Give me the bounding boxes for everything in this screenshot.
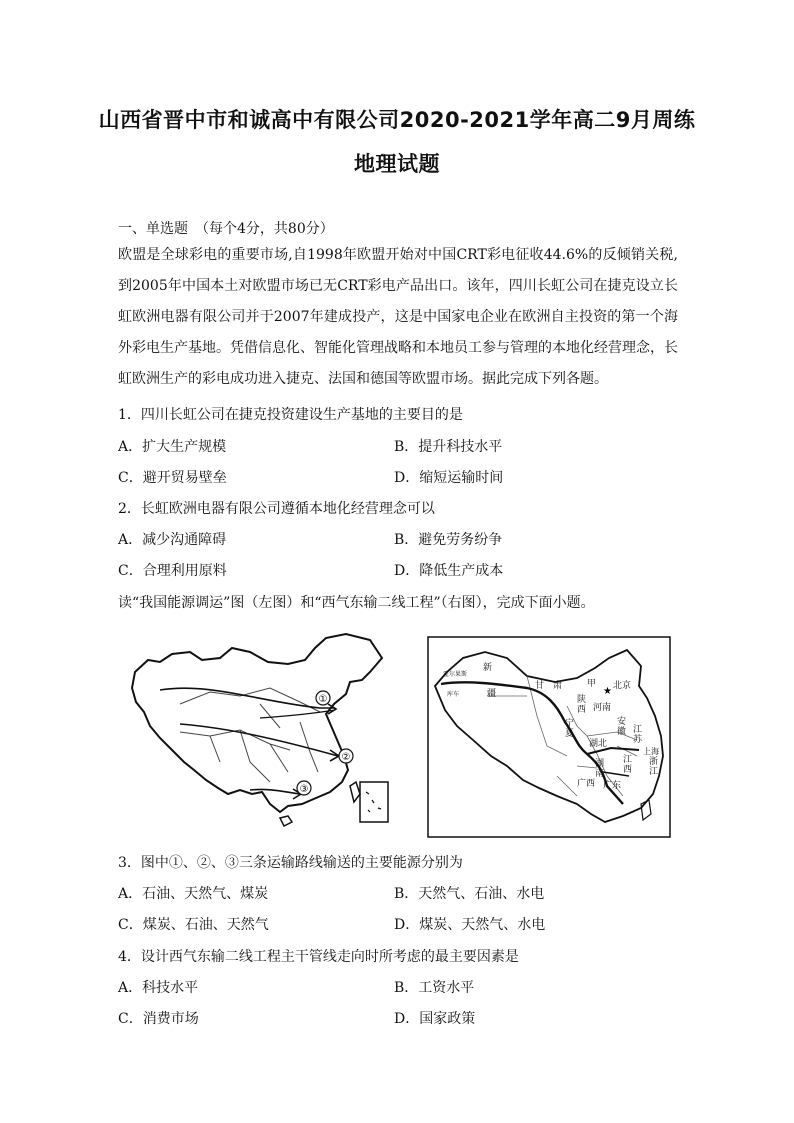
- label-jiangsu-2: 苏: [633, 735, 643, 745]
- question-4-stem: 4．设计西气东输二线工程主干管线走向时所考虑的最主要因素是: [118, 949, 519, 965]
- label-guangxi: 广西: [577, 779, 596, 789]
- south-sea-islands: [366, 792, 381, 812]
- route-1-line: [160, 688, 335, 708]
- question-1-option-d[interactable]: D．缩短运输时间: [394, 470, 504, 486]
- route-2-line: [180, 724, 338, 756]
- question-4-option-c[interactable]: C．消费市场: [118, 1011, 199, 1027]
- question-2-option-a[interactable]: A．减少沟通障碍: [118, 532, 227, 548]
- beijing-star-icon: ★: [603, 686, 612, 697]
- label-shaanxi: 陕: [577, 695, 587, 705]
- label-hunan-2: 南: [595, 769, 605, 779]
- exam-title-line2: 地理试题: [354, 152, 440, 176]
- label-zhejiang: 浙: [649, 757, 659, 767]
- west-east-gas-pipeline-map: [427, 636, 671, 838]
- label-jiangsu: 江: [633, 725, 643, 735]
- question-1-option-a[interactable]: A．扩大生产规模: [118, 439, 227, 455]
- label-huoerguosi: 霍尔果斯: [443, 671, 468, 678]
- label-jiangxi: 江: [623, 755, 633, 765]
- question-4-option-b[interactable]: B．工资水平: [394, 980, 475, 996]
- label-ningxia: 宁: [565, 719, 575, 729]
- hainan-island: [280, 816, 292, 826]
- question-1-option-c[interactable]: C．避开贸易壁垒: [118, 470, 227, 486]
- question-4-option-a[interactable]: A．科技水平: [118, 980, 199, 996]
- question-3-option-b[interactable]: B．天然气、石油、水电: [394, 886, 545, 902]
- label-shaanxi-2: 西: [577, 705, 587, 715]
- label-hubei: 湖北: [589, 739, 608, 749]
- label-ningxia-2: 夏: [565, 729, 575, 739]
- question-3-option-d[interactable]: D．煤炭、天然气、水电: [394, 917, 546, 933]
- question-2-stem: 2．长虹欧洲电器有限公司遵循本地化经营理念可以: [118, 501, 435, 517]
- question-3-option-c[interactable]: C．煤炭、石油、天然气: [118, 917, 269, 933]
- label-shanghai: 上海: [643, 747, 659, 756]
- label-zhejiang-2: 江: [649, 767, 659, 777]
- question-3-option-a[interactable]: A．石油、天然气、煤炭: [118, 886, 269, 902]
- passage-2: 读“我国能源调运”图（左图）和“西气东输二线工程”（右图），完成下面小题。: [118, 595, 595, 611]
- route-2-label: ②: [341, 752, 351, 763]
- label-anhui: 安: [617, 717, 627, 727]
- question-4-option-d[interactable]: D．国家政策: [394, 1011, 476, 1027]
- question-3-stem: 3．图中①、②、③三条运输路线输送的主要能源分别为: [118, 855, 463, 871]
- route-3-label: ③: [299, 784, 309, 795]
- exam-title-line1: 山西省晋中市和诚高中有限公司2020-2021学年高二9月周练: [98, 108, 696, 132]
- question-1-stem: 1．四川长虹公司在捷克投资建设生产基地的主要目的是: [118, 407, 463, 423]
- label-henan: 河南: [593, 703, 612, 713]
- question-2-option-d[interactable]: D．降低生产成本: [394, 563, 504, 579]
- question-2-option-b[interactable]: B．避免劳务纷争: [394, 532, 503, 548]
- label-beijing: 北京: [613, 681, 632, 691]
- section-heading: 一、单选题 （每个4分，共80分）: [118, 221, 334, 237]
- label-anhui-2: 徽: [617, 727, 627, 737]
- route-1-line-b: [260, 710, 335, 718]
- label-guangdong: 广东: [603, 781, 622, 791]
- label-xin: 新: [483, 663, 493, 673]
- question-2-option-c[interactable]: C．合理利用原料: [118, 563, 227, 579]
- label-jiangxi-2: 西: [623, 765, 633, 775]
- question-1-option-b[interactable]: B．提升科技水平: [394, 439, 503, 455]
- label-gansu: 甘 肃: [535, 681, 563, 691]
- route-1-label: ①: [318, 694, 328, 705]
- label-kuche: 库车: [447, 691, 460, 698]
- energy-transport-map: [120, 632, 402, 832]
- passage-1: 欧盟是全球彩电的重要市场,自1998年欧盟开始对中国CRT彩电征收44.6%的反倾销关税,到2005年中国本土对欧盟市场已无CRT彩电产品出口。该年，四川长虹公司在捷克设立长虹欧洲电器有限公司并于2007年建成投产，这是中国家电企业在欧洲自主投资的第一个海外彩电生产基地。凭借信息化、智能化管理战略和本地员工参与管理的本地化经营理念，长虹欧洲生产的彩电成功进入捷克、法国和德国等欧盟市场。据此完成下列各题。: [118, 247, 678, 387]
- taiwan-island: [350, 782, 360, 802]
- label-hunan: 湖: [595, 759, 605, 769]
- label-jiang: 疆: [487, 689, 497, 699]
- label-jia: 甲: [587, 679, 597, 689]
- china-outline-left: [132, 634, 382, 812]
